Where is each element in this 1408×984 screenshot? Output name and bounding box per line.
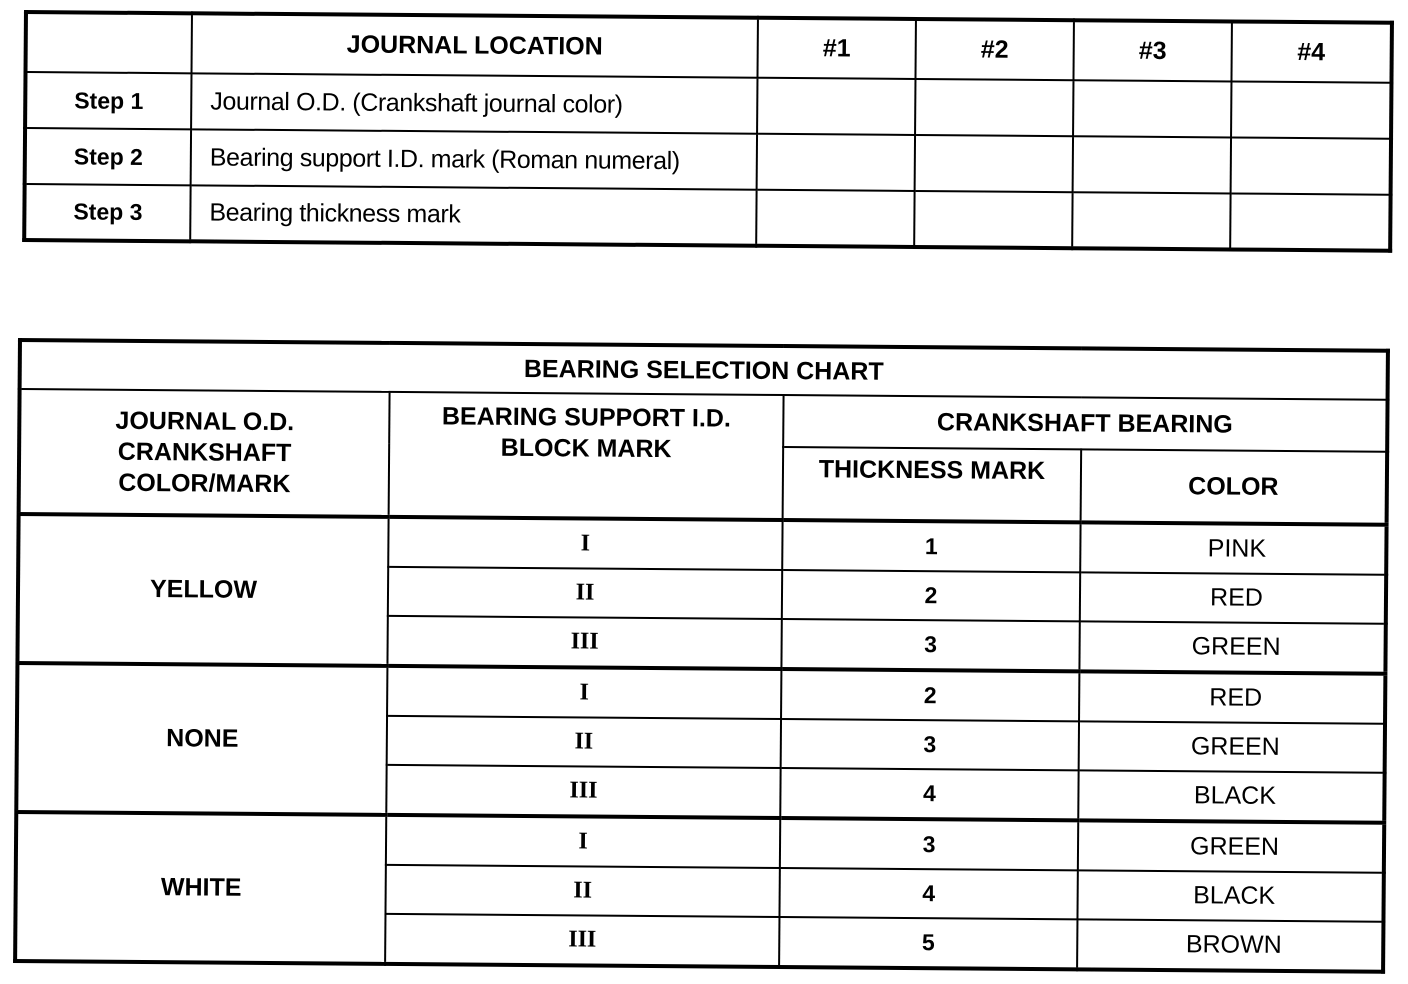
crankshaft-bearing-header: CRANKSHAFT BEARING [783, 395, 1387, 452]
thickness-mark-cell: 3 [781, 719, 1079, 770]
journal-header-row [26, 12, 1392, 83]
bearing-selection-chart [13, 338, 1390, 974]
block-mark-cell: III [385, 914, 779, 967]
bearing-color-cell: PINK [1080, 522, 1386, 574]
block-mark-cell: I [386, 815, 780, 868]
journal-od-header-line: CRANKSHAFT [117, 437, 292, 467]
entry-cell[interactable] [1230, 193, 1390, 250]
entry-cell[interactable] [1072, 192, 1230, 249]
thickness-mark-header: THICKNESS MARK [783, 447, 1082, 522]
block-mark-cell: II [387, 716, 781, 768]
thickness-mark-cell: 4 [779, 868, 1077, 919]
step-description: Bearing thickness mark [190, 185, 756, 245]
block-mark-cell: III [387, 616, 781, 669]
entry-cell[interactable] [757, 78, 915, 135]
entry-cell[interactable] [1231, 138, 1391, 195]
thickness-mark-cell: 1 [782, 520, 1080, 572]
thickness-mark-cell: 2 [781, 669, 1079, 721]
journal-color-cell: YELLOW [17, 514, 388, 666]
thickness-mark-cell: 5 [779, 917, 1077, 969]
block-mark-cell: II [385, 865, 779, 917]
entry-cell[interactable] [1073, 136, 1231, 193]
entry-cell[interactable] [756, 190, 914, 247]
step-label: Step 1 [25, 72, 191, 129]
journal-location-header: JOURNAL LOCATION [192, 13, 758, 78]
thickness-mark-cell: 3 [780, 818, 1078, 870]
table-row [18, 514, 1386, 575]
bearing-color-cell: RED [1080, 572, 1386, 623]
entry-cell[interactable] [1231, 82, 1391, 139]
step-3-row [24, 184, 1390, 251]
location-3-header: #3 [1073, 20, 1231, 81]
step-description: Journal O.D. (Crankshaft journal color) [191, 73, 757, 133]
location-1-header: #1 [757, 18, 915, 79]
bearing-color-cell: BROWN [1077, 919, 1383, 971]
bearing-color-cell: BLACK [1077, 870, 1383, 921]
bearing-color-cell: GREEN [1078, 820, 1384, 872]
header-blank-cell [26, 12, 192, 73]
entry-cell[interactable] [757, 134, 915, 191]
journal-od-header [19, 389, 390, 517]
entry-cell[interactable] [915, 79, 1073, 136]
color-header: COLOR [1081, 449, 1388, 524]
block-mark-cell: III [386, 765, 780, 818]
block-mark-cell: I [388, 517, 782, 570]
bearing-color-cell: GREEN [1079, 721, 1385, 772]
bearing-color-cell: RED [1079, 671, 1385, 723]
step-label: Step 3 [24, 184, 190, 241]
bearing-color-cell: BLACK [1078, 770, 1384, 822]
journal-color-cell: NONE [16, 663, 387, 815]
thickness-mark-cell: 4 [780, 768, 1078, 820]
chart-header-row-1 [19, 389, 1387, 452]
support-id-header-line: BEARING SUPPORT I.D. [441, 402, 731, 433]
journal-location-table [22, 10, 1394, 253]
thickness-mark-cell: 3 [781, 619, 1079, 671]
chart-title: BEARING SELECTION CHART [20, 340, 1388, 400]
journal-od-header-line: COLOR/MARK [118, 468, 291, 498]
journal-od-header-line: JOURNAL O.D. [115, 406, 295, 436]
block-mark-cell: I [387, 666, 781, 719]
entry-cell[interactable] [1073, 80, 1231, 137]
entry-cell[interactable] [914, 191, 1072, 248]
block-mark-cell: II [388, 567, 782, 619]
location-4-header: #4 [1231, 21, 1391, 82]
step-label: Step 2 [25, 128, 191, 185]
thickness-mark-cell: 2 [782, 570, 1080, 621]
table-row [17, 663, 1385, 724]
entry-cell[interactable] [915, 135, 1073, 192]
journal-color-cell: WHITE [15, 812, 386, 964]
table-row [16, 812, 1384, 873]
support-id-header-line: BLOCK MARK [500, 433, 672, 464]
support-id-header [389, 392, 784, 520]
location-2-header: #2 [915, 19, 1073, 80]
step-description: Bearing support I.D. mark (Roman numeral) [191, 129, 757, 189]
bearing-color-cell: GREEN [1079, 621, 1385, 673]
